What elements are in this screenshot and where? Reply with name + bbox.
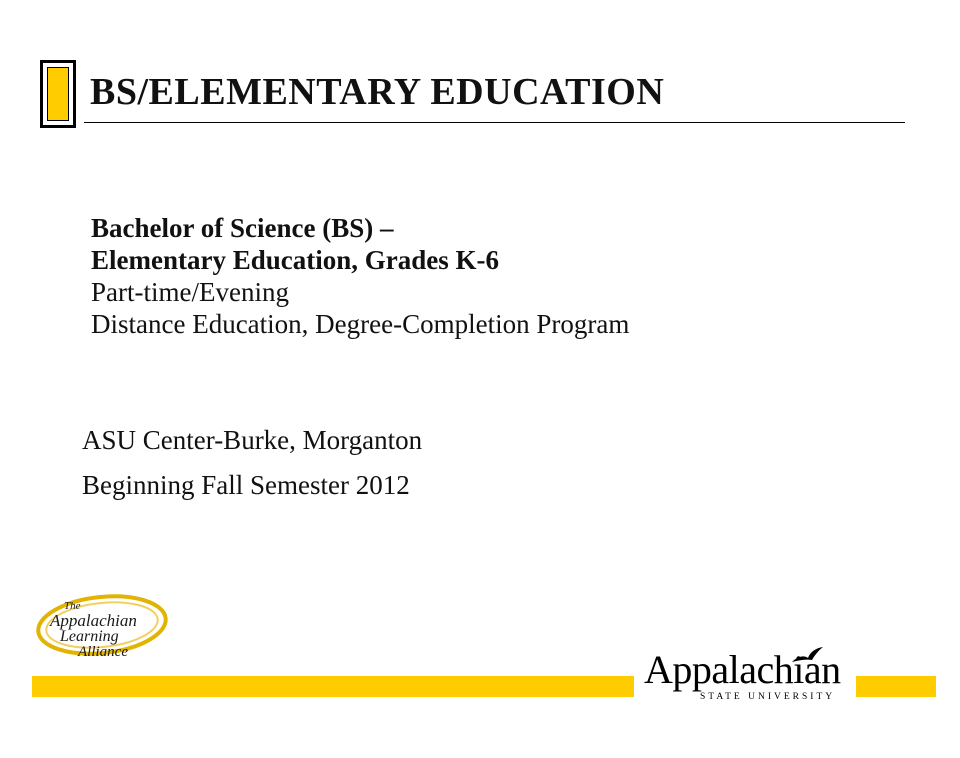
alliance-learning: Learning <box>60 628 119 645</box>
appalachian-learning-alliance-logo <box>36 589 176 661</box>
start-line: Beginning Fall Semester 2012 <box>82 470 410 500</box>
asu-subtitle: STATE UNIVERSITY <box>700 692 836 702</box>
format-line: Distance Education, Degree-Completion Program <box>91 309 630 339</box>
footer-bar-left <box>32 676 634 697</box>
slide-title: BS/ELEMENTARY EDUCATION <box>90 71 665 113</box>
appalachian-state-logo <box>640 640 850 710</box>
location-info <box>82 418 422 508</box>
alliance-alliance: Alliance <box>78 644 128 660</box>
site-line: ASU Center-Burke, Morganton <box>82 425 423 455</box>
footer-bar-right <box>856 676 936 697</box>
title-underline <box>84 122 905 123</box>
asu-wordmark: Appalachian <box>644 647 841 692</box>
alliance-the: The <box>64 600 81 612</box>
title-accent-fill <box>47 67 69 121</box>
degree-line: Bachelor of Science (BS) – <box>91 213 394 243</box>
program-description <box>91 212 629 340</box>
title-accent-block <box>40 60 76 128</box>
alliance-appalachian: Appalachian <box>50 611 137 630</box>
bird-icon <box>790 646 824 668</box>
schedule-line: Part-time/Evening <box>91 277 289 307</box>
major-line: Elementary Education, Grades K-6 <box>91 245 499 275</box>
